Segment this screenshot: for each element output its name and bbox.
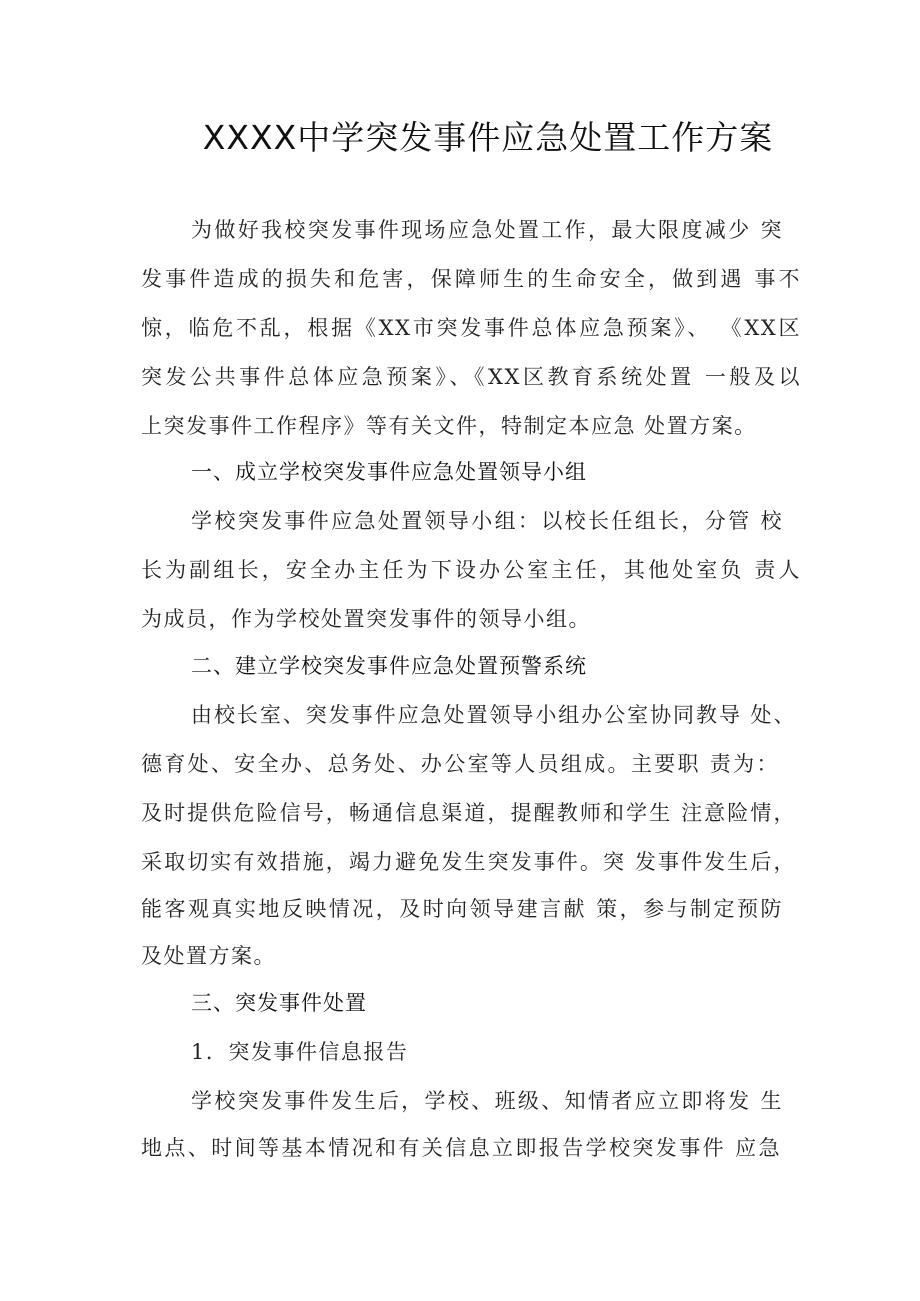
paragraph-line: 上突发事件工作程序》等有关文件，特制定本应急 处置方案。	[141, 414, 757, 438]
section-heading-2: 二、建立学校突发事件应急处置预警系统	[191, 654, 587, 678]
paragraph-line: 学校突发事件应急处置领导小组：以校长任组长，分管 校	[191, 509, 783, 533]
paragraph-line: 采取切实有效措施，竭力避免发生突发事件。突 发事件发生后，	[141, 850, 796, 874]
document-title: XXXX中学突发事件应急处置工作方案	[202, 118, 774, 157]
paragraph-line: 由校长室、突发事件应急处置领导小组办公室协同教导 处、	[191, 703, 796, 727]
section-heading-3: 三、突发事件处置	[191, 991, 367, 1015]
paragraph-line: 学校突发事件发生后，学校、班级、知情者应立即将发 生	[191, 1089, 783, 1113]
section-heading-1: 一、成立学校突发事件应急处置领导小组	[191, 460, 587, 484]
paragraph-line: 及时提供危险信号，畅通信息渠道，提醒教师和学生 注意险情，	[141, 801, 796, 825]
paragraph-line: 能客观真实地反映情况，及时向领导建言献 策，参与制定预防	[141, 897, 783, 921]
paragraph-line: 德育处、安全办、总务处、办公室等人员组成。主要职 责为：	[141, 752, 779, 776]
paragraph-line: 及处置方案。	[141, 944, 276, 968]
sub-heading: 1．突发事件信息报告	[191, 1040, 409, 1064]
paragraph-line: 地点、时间等基本情况和有关信息立即报告学校突发事件 应急	[141, 1136, 781, 1160]
paragraph-line: 发事件造成的损失和危害，保障师生的生命安全，做到遇 事不	[141, 267, 801, 291]
paragraph-line: 惊，临危不乱，根据《XX市突发事件总体应急预案》、 《XX区	[141, 316, 801, 340]
paragraph-line: 为成员，作为学校处置突发事件的领导小组。	[141, 607, 591, 631]
paragraph-line: 突发公共事件总体应急预案》、《XX区教育系统处置 一般及以	[141, 365, 801, 389]
paragraph-line: 长为副组长，安全办主任为下设办公室主任，其他处室负 责人	[141, 558, 801, 582]
paragraph-line: 为做好我校突发事件现场应急处置工作，最大限度减少 突	[191, 218, 783, 242]
